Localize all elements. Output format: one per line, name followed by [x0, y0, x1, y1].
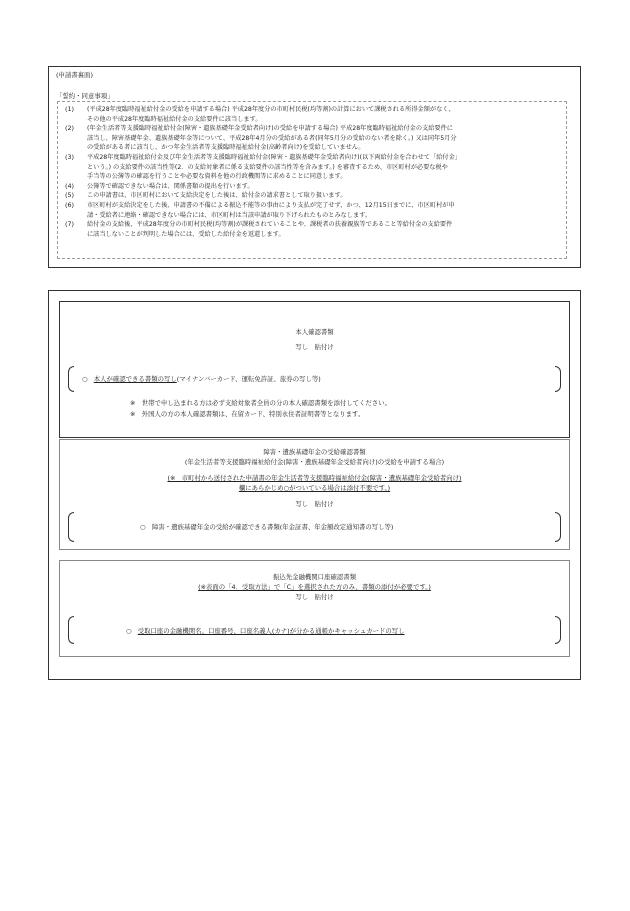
- pledge-item-text: 給付金の支給後、平成28年度分の市町村民税(均等割)が課税されていることや、課税者の扶養親族等であること等給付金の支給要件: [87, 221, 453, 229]
- pledge-item-text: その他の平成28年度臨時福祉給付金の支給要件に該当します。: [87, 115, 262, 123]
- section-title: 「誓約・同意事項」: [56, 92, 114, 100]
- form-back-header: (申請書裏面): [56, 71, 93, 79]
- identity-document-section: [59, 301, 570, 438]
- pledge-item-text: 市区町村が支給決定をした後、申請書の不備による振込不能等の事由により支払が完了せず、かつ、12月15日までに、市区町村が申: [87, 202, 455, 209]
- pledge-item-text: という。) の支給要件の該当性等(2．の支給対象者に係る支給要件の該当性等を含みます。) を審査するため、市区町村が必要な税や: [87, 163, 448, 171]
- pledge-item-text: この申請書は、市区町村において支給決定をした後は、給付金の請求書として取り扱います。: [87, 192, 347, 200]
- pension-paste-label: 写し 貼付け: [295, 500, 334, 508]
- pledge-item-text: 手当等の公簿等の確認を行うことや必要な資料を他の行政機関等に求めることに同意します。: [87, 173, 347, 181]
- pledge-item-text: (平成28年度臨時福祉給付金の受給を申請する場合) 平成28年度分の市町村民税(均等割)の計算において課税される所得金額がなく、: [87, 106, 455, 113]
- circle-mark: ○: [82, 375, 88, 383]
- pension-document-section: [59, 439, 570, 550]
- right-bracket: [555, 366, 561, 392]
- bank-document-section: [59, 560, 570, 657]
- identity-note-2: ※ 外国人の方の本人確認書類は、在留カード、特別永住者証明書等となります。: [130, 410, 365, 418]
- pledge-item-text: 請・受給者に連絡・確認できない場合には、市区町村は当該申請が取り下げられたものとみなします。: [87, 211, 372, 219]
- pledge-item-number: (7): [65, 220, 75, 229]
- bank-note: (※表面の「4．受取方法」で「C」を選択された方のみ、書類の添付が必要です。): [198, 583, 431, 591]
- identity-paste-label: 写し 貼付け: [295, 343, 334, 351]
- pledge-item-text: (年金生活者等支援臨時福祉給付金(障害・遺族基礎年金受給者向け)の受給を申請する場合) 平成28年度臨時福祉給付金の支給要件に: [87, 125, 453, 133]
- right-bracket: [555, 616, 561, 644]
- pledge-item-text: 平成28年度臨時福祉給付金及び年金生活者等支援臨時福祉給付金(障害・遺族基礎年金受給者向け)(以下両給付金を合わせて「給付金」: [87, 154, 461, 161]
- left-bracket: [68, 512, 74, 542]
- bank-title: 振込先金融機関口座確認書類: [272, 573, 357, 581]
- right-bracket: [555, 512, 561, 542]
- pension-note-1: (※ 市町村から送付された申請書の年金生活者等支援臨時福祉給付金(障害・遺族基礎年金受給者向け): [167, 474, 462, 482]
- identity-item-rest: (マイナンバーカード、運転免許証、旅券の写し等): [176, 375, 321, 383]
- pledge-item-number: (5): [65, 191, 75, 200]
- pledge-item-number: (1): [65, 105, 75, 113]
- attachments-box: [48, 290, 581, 680]
- left-bracket: [68, 616, 74, 644]
- pledge-box: [48, 66, 581, 268]
- identity-item: [82, 375, 321, 384]
- bank-item-underlined: 受取口座の金融機関名、口座番号、口座名義人(カナ)が分かる通帳かキャッシュカードの写し: [137, 627, 405, 635]
- pledge-item-number: (4): [65, 181, 75, 190]
- pension-item: ○ 障害・遺族基礎年金の受給が確認できる書類(年金証書、年金額改定通知書の写し等): [140, 523, 394, 531]
- pledge-item-text: 該当し、障害基礎年金、遺族基礎年金等について、平成28年4月分の受給がある者(同年5月分の受給のない者を除く。) 又は同年5月分: [87, 134, 457, 142]
- pledge-item-number: (6): [65, 201, 75, 209]
- identity-title: 本人確認書類: [295, 328, 334, 336]
- pledge-item-text: 公簿等で確認できない場合は、関係書類の提出を行います。: [87, 182, 254, 190]
- identity-item-underlined: 本人が確認できる書類の写し: [93, 375, 177, 383]
- pledge-item-number: (2): [65, 124, 75, 133]
- pension-subtitle: (年金生活者等支援臨時福祉給付金(障害・遺族基礎年金受給者向け)の受給を申請する場合): [184, 458, 445, 466]
- bank-item: [126, 627, 405, 636]
- circle-mark: ○: [126, 627, 132, 635]
- identity-note-1: ※ 世帯で申し込まれる方は必ず支給対象者全員の分の本人確認書類を添付してください。: [130, 399, 391, 407]
- pledge-item-text: に該当しないことが判明した場合には、受給した給付金を返還します。: [87, 230, 285, 238]
- pension-note-2: 欄にあらかじめ○がついている場合は添付不要です。): [238, 484, 391, 492]
- left-bracket: [68, 366, 74, 392]
- bank-paste-label: 写し 貼付け: [295, 593, 334, 601]
- pension-title: 障害・遺族基礎年金の受給確認書類: [263, 448, 366, 456]
- pledge-item-number: (3): [65, 153, 75, 161]
- pledge-item-text: の受給がある者に該当し、かつ年金生活者等支援臨時福祉給付金(高齢者向け)を受給していません。: [87, 144, 365, 152]
